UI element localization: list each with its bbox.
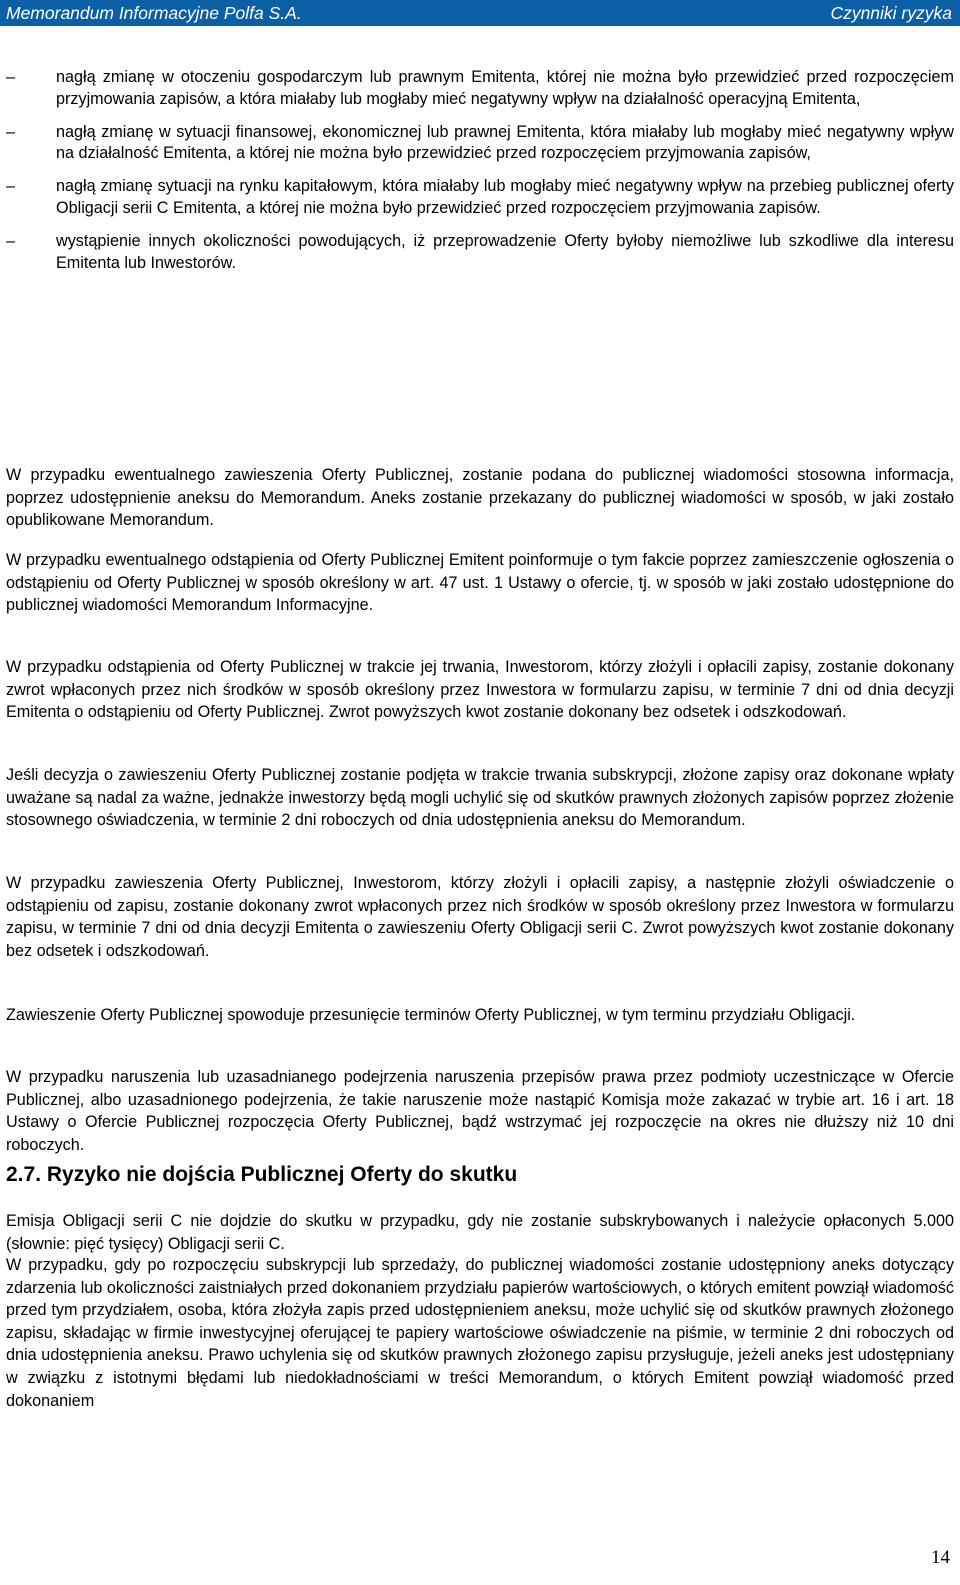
bullet-dash: –: [6, 122, 16, 141]
bullet-text: nagłą zmianę w otoczeniu gospodarczym lub prawnym Emitenta, której nie można było przewidzieć przed rozpoczęciem przyjmowania zapisów, a która miałaby lub mogłaby mieć negatywny wpływ na działalność operacyjną Emitenta,: [56, 68, 954, 108]
paragraph-suspension-notice: W przypadku ewentualnego zawieszenia Oferty Publicznej, zostanie podana do publicznej wiadomości stosowna informacja, poprzez udostępnienie aneksu do Memorandum. Aneks zostanie przekazany do publicznej wiadomości w sposób, w jaki zostało opublikowane Memorandum.: [6, 466, 954, 530]
paragraph-suspension-refund: W przypadku zawieszenia Oferty Publicznej, Inwestorom, którzy złożyli i opłacili zapisy, a następnie złożyli oświadczenie o odstąpieniu od zapisu, zostanie dokonany zwrot wpłaconych przez nich środków w sposób określony przez Inwestora w formularzu zapisu, w terminie 7 dni od dnia decyzji Emitenta o zawieszeniu Oferty Obligacji serii C. Zwrot powyższych kwot zostanie dokonany bez odsetek i odszkodowań.: [6, 874, 954, 960]
header-document-title: Memorandum Informacyjne Polfa S.A.: [6, 3, 302, 23]
paragraph-suspension-validity: Jeśli decyzja o zawieszeniu Oferty Publicznej zostanie podjęta w trakcie trwania subskrypcji, złożone zapisy oraz dokonane wpłaty uważane są nadal za ważne, jednakże inwestorzy będą mogli uchylić się od skutków prawnych złożonych zapisów poprzez złożenie stosownego oświadczenia, w terminie 2 dni roboczych od dnia udostępnienia aneksu do Memorandum.: [6, 766, 954, 830]
bullet-item: [6, 231, 954, 275]
section-heading: 2.7. Ryzyko nie dojścia Publicznej Oferty do skutku: [6, 1163, 518, 1186]
paragraph-commission-ban: W przypadku naruszenia lub uzasadnianego podejrzenia naruszenia przepisów prawa przez podmioty uczestniczące w Ofercie Publicznej, albo uzasadnionego podejrzenia, że takie naruszenie może nastąpić Komisja może zakazać w trybie art. 16 i art. 18 Ustawy o Ofercie Publicznej rozpoczęcia Oferty Publicznej, bądź wstrzymać jej rozpoczęcie na okres nie dłuższy niż 10 dni roboczych.: [6, 1068, 954, 1154]
header-section-title: Czynniki ryzyka: [830, 3, 952, 23]
bullet-text: wystąpienie innych okoliczności powodujących, iż przeprowadzenie Oferty byłoby niemożliwe lub szkodliwe dla interesu Emitenta lub Inwestorów.: [56, 231, 954, 272]
page-number: 14: [931, 1547, 950, 1568]
paragraph-annex-withdrawal: W przypadku, gdy po rozpoczęciu subskrypcji lub sprzedaży, do publicznej wiadomości zostanie udostępniony aneks dotyczący zdarzenia lub okoliczności zaistniałych przed dokonaniem przydziału papierów wartościowych, o których emitent powziął wiadomość przed tym przydziałem, osoba, która złożyła zapis przed udostępnieniem aneksu, może uchylić się od skutków prawnych złożonego zapisu, składając w firmie inwestycyjnej oferującej te papiery wartościowe oświadczenie na piśmie, w terminie 2 dni roboczych od dnia udostępnienia aneksu. Prawo uchylenia się od skutków prawnych złożonego zapisu przysługuje, jeżeli aneks jest udostępniany w związku z istotnymi błędami lub niedokładnościami w treści Memorandum, o których Emitent powziął wiadomość przed dokonaniem: [6, 1256, 954, 1410]
bullet-item: [6, 67, 954, 111]
running-header: [0, 0, 960, 26]
bullet-text: nagłą zmianę w sytuacji finansowej, ekonomicznej lub prawnej Emitenta, która miałaby lub mogłaby mieć negatywny wpływ na działalność Emitenta, a której nie można było przewidzieć przed rozpoczęciem przyjmowania zapisów,: [56, 122, 954, 163]
bullet-list: [6, 67, 954, 285]
bullet-text: nagłą zmianę sytuacji na rynku kapitałowym, która miałaby lub mogłaby mieć negatywny wpływ na przebieg publicznej oferty Obligacji serii C Emitenta, a której nie można było przewidzieć przed rozpoczęciem przyjmowania zapisów.: [56, 177, 954, 217]
bullet-dash: –: [6, 177, 16, 196]
paragraph-withdrawal-notice: W przypadku ewentualnego odstąpienia od Oferty Publicznej Emitent poinformuje o tym fakcie poprzez zamieszczenie ogłoszenia o odstąpieniu od Oferty Publicznej w sposób określony w art. 47 ust. 1 Ustawy o ofercie, tj. w sposób w jaki zostało udostępnione do publicznej wiadomości Memorandum Informacyjne.: [6, 551, 954, 615]
bullet-dash: –: [6, 231, 16, 250]
paragraph-emission-failure: Emisja Obligacji serii C nie dojdzie do skutku w przypadku, gdy nie zostanie subskrybowanych i należycie opłaconych 5.000 (słownie: pięć tysięcy) Obligacji serii C.: [6, 1212, 954, 1253]
bullet-item: [6, 122, 954, 166]
paragraph-term-shift: Zawieszenie Oferty Publicznej spowoduje przesunięcie terminów Oferty Publicznej, w tym terminu przydziału Obligacji.: [6, 1006, 856, 1024]
paragraph-withdrawal-refund: W przypadku odstąpienia od Oferty Publicznej w trakcie jej trwania, Inwestorom, którzy złożyli i opłacili zapisy, zostanie dokonany zwrot wpłaconych przez nich środków w sposób określony przez Inwestora w formularzu zapisu, w terminie 7 dni od dnia decyzji Emitenta o odstąpieniu od Oferty Publicznej. Zwrot powyższych kwot zostanie dokonany bez odsetek i odszkodowań.: [6, 658, 954, 722]
bullet-item: [6, 176, 954, 220]
bullet-dash: –: [6, 68, 16, 86]
